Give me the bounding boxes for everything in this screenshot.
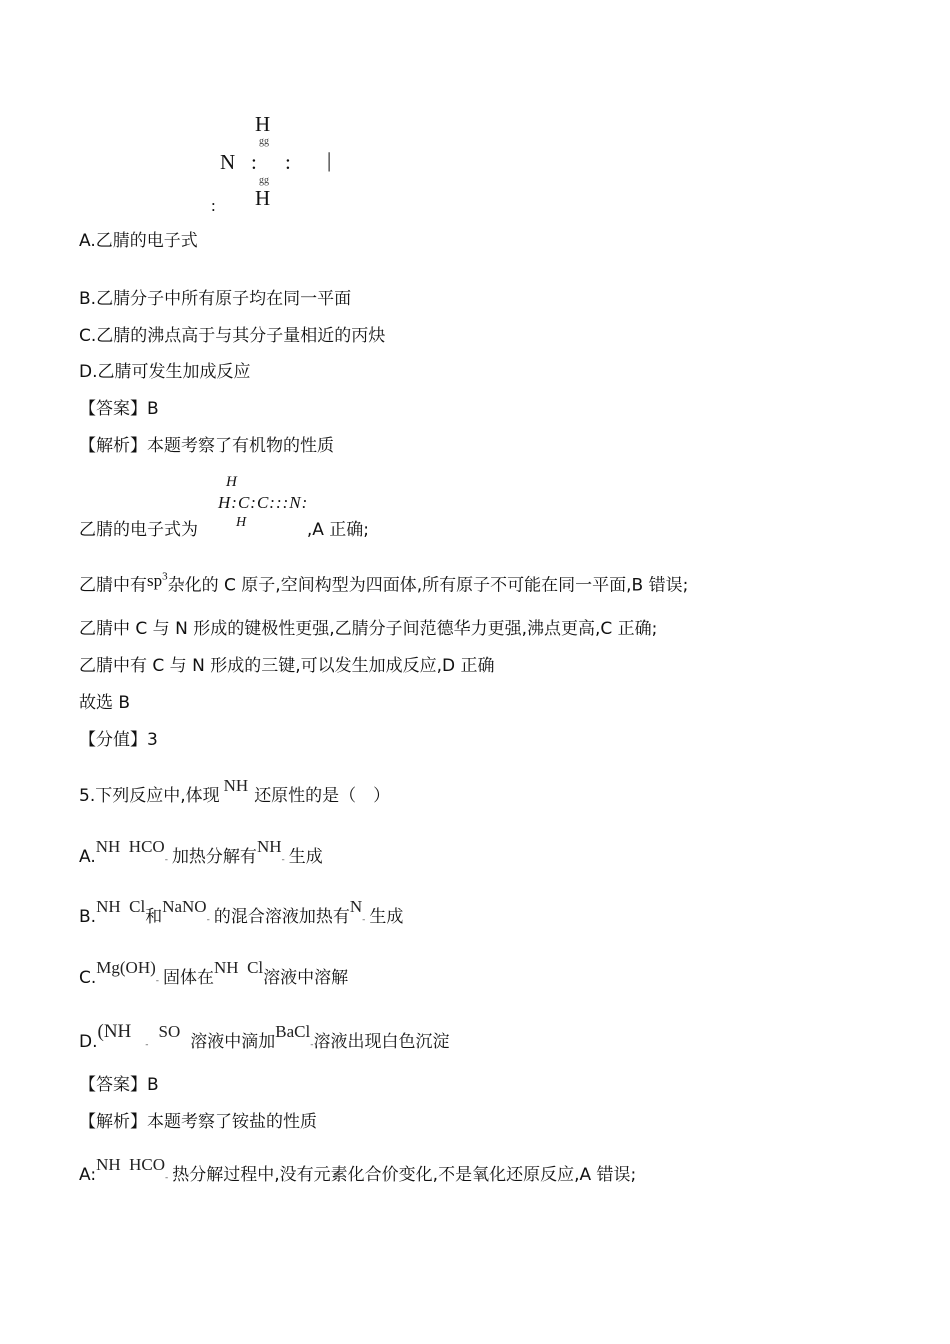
answer-4: 【答案】B: [79, 399, 159, 419]
structure-colon-3: :: [211, 196, 216, 215]
analysis-line-a: [79, 519, 369, 541]
analysis-line-d: 乙腈中有 C 与 N 形成的三键,可以发生加成反应,D 正确: [79, 656, 495, 676]
option-d: D.乙腈可发生加成反应: [79, 362, 251, 382]
option-a: A.乙腈的电子式: [79, 231, 198, 251]
structure-gg-bottom: gg: [259, 175, 269, 186]
lewis-h-top: H: [226, 474, 237, 490]
q5-option-a: A.NH HCO- 加热分解有NH- 生成: [79, 837, 323, 867]
lewis-h-bottom: H: [236, 515, 247, 530]
answer-5: 【答案】B: [79, 1075, 159, 1095]
analysis-line-a-suffix: ,A 正确;: [306, 520, 369, 540]
score-4: 【分值】3: [79, 730, 158, 750]
sp3-formula: $sp^3$: [147, 570, 168, 590]
analysis-line-b-suffix: 杂化的 C 原子,空间构型为四面体,所有原子不可能在同一平面,B 错误;: [167, 575, 689, 596]
structure-gg-top: gg: [259, 136, 269, 147]
question-5-stem: 5.下列反应中,体现NH还原性的是（ ）: [79, 776, 391, 806]
analysis-line-c: 乙腈中 C 与 N 形成的键极性更强,乙腈分子间范德华力更强,沸点更高,C 正确;: [79, 619, 658, 639]
q5-analysis-a: A:NH HCO- 热分解过程中,没有元素化合价变化,不是氧化还原反应,A 错误;: [79, 1155, 637, 1185]
analysis-line-b: [79, 570, 688, 597]
option-c: C.乙腈的沸点高于与其分子量相近的丙炔: [79, 326, 386, 346]
analysis-title-4: 【解析】本题考察了有机物的性质: [79, 436, 334, 456]
q5-option-b: B.NH Cl和NaNO- 的混合溶液加热有N- 生成: [79, 897, 404, 927]
analysis-line-b-prefix: 乙腈中有: [79, 575, 147, 596]
analysis-title-5: 【解析】本题考察了铵盐的性质: [79, 1112, 317, 1132]
stem-formula: NH: [223, 776, 249, 795]
lewis-row: H:C:C:::N:: [218, 493, 309, 512]
conclusion-4: 故选 B: [79, 693, 131, 713]
structure-h-top: H: [255, 112, 271, 136]
analysis-line-a-prefix: 乙腈的电子式为: [79, 520, 198, 540]
structure-colon-2: :: [285, 150, 291, 174]
q5-option-d: D.(NH-SO溶液中滴加BaCl-溶液出现白色沉淀: [79, 1021, 450, 1052]
structure-h-bottom: H: [255, 186, 271, 210]
structure-bar: |: [327, 148, 332, 172]
option-b: B.乙腈分子中所有原子均在同一平面: [79, 289, 352, 309]
q5-option-c: C.Mg(OH)- 固体在NH Cl溶液中溶解: [79, 958, 349, 988]
structure-n: N: [220, 150, 236, 174]
structure-colon-1: :: [251, 150, 257, 174]
